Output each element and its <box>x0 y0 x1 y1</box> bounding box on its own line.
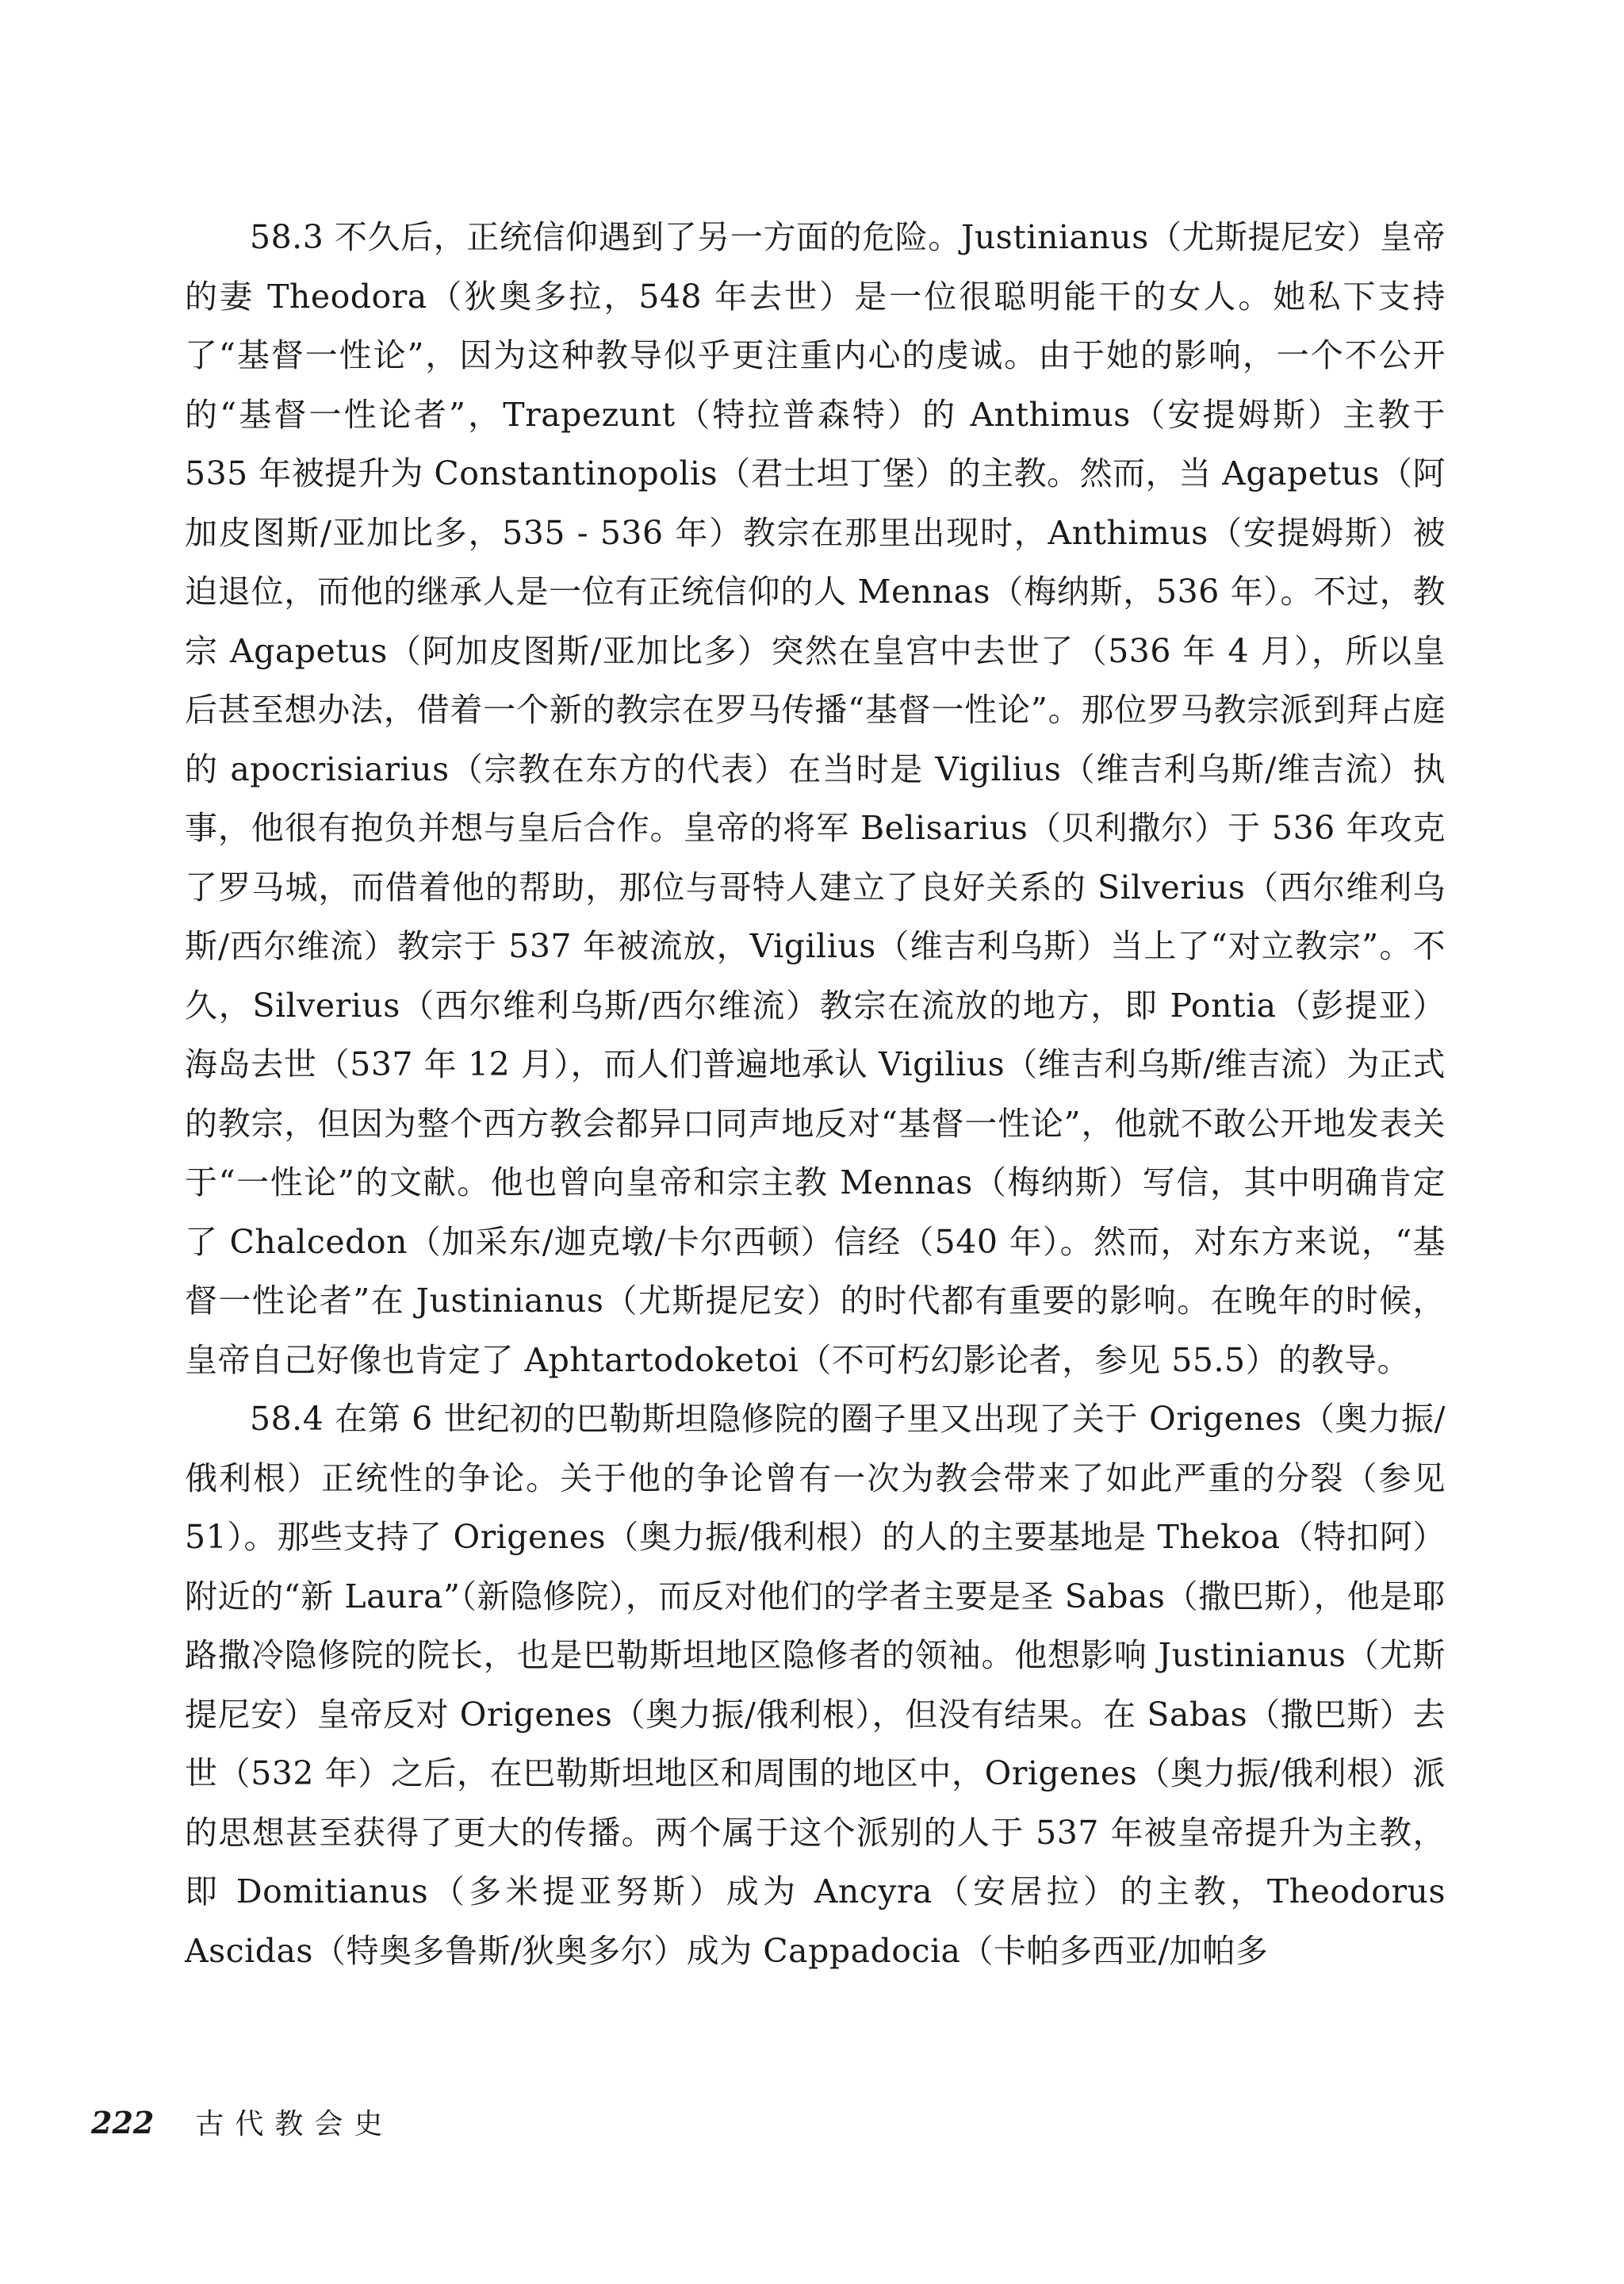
paragraph-58-3: 58.3 不久后，正统信仰遇到了另一方面的危险。Justinianus（尤斯提尼安）皇帝的妻 Theodora（狄奥多拉，548 年去世）是一位很聪明能干的女人。她私下支持了“基督一性论”，因为这种教导似乎更注重内心的虔诚。由于她的影响，一个不公开的“基督一性论者”，Trapezunt（特拉普森特）的 Anthimus（安提姆斯）主教于 535 年被提升为 Constantinopolis（君士坦丁堡）的主教。然而，当 Agapetus（阿加皮图斯/亚加比多，535 - 536 年）教宗在那里出现时，Anthimus（安提姆斯）被迫退位，而他的继承人是一位有正统信仰的人 Mennas（梅纳斯，536 年）。不过，教宗 Agapetus（阿加皮图斯/亚加比多）突然在皇宫中去世了（536 年 4 月），所以皇后甚至想办法，借着一个新的教宗在罗马传播“基督一性论”。那位罗马教宗派到拜占庭的 apocrisiarius（宗教在东方的代表）在当时是 Vigilius（维吉利乌斯/维吉流）执事，他很有抱负并想与皇后合作。皇帝的将军 Belisarius（贝利撒尔）于 536 年攻克了罗马城，而借着他的帮助，那位与哥特人建立了良好关系的 Silverius（西尔维利乌斯/西尔维流）教宗于 537 年被流放，Vigilius（维吉利乌斯）当上了“对立教宗”。不久，Silverius（西尔维利乌斯/西尔维流）教宗在流放的地方，即 Pontia（彭提亚）海岛去世（537 年 12 月），而人们普遍地承认 Vigilius（维吉利乌斯/维吉流）为正式的教宗，但因为整个西方教会都异口同声地反对“基督一性论”，他就不敢公开地发表关于“一性论”的文献。他也曾向皇帝和宗主教 Mennas（梅纳斯）写信，其中明确肯定了 Chalcedon（加采东/迦克墩/卡尔西顿）信经（540 年）。然而，对东方来说，“基督一性论者”在 Justinianus（尤斯提尼安）的时代都有重要的影响。在晚年的时候，皇帝自己好像也肯定了 Aphtartodoketoi（不可朽幻影论者，参见 55.5）的教导。 <box>185 218 1446 1379</box>
page-number: 222 <box>91 2105 155 2140</box>
page-footer <box>91 2102 393 2149</box>
running-title: 古代教会史 <box>195 2108 394 2140</box>
paragraph-58-4: 58.4 在第 6 世纪初的巴勒斯坦隐修院的圈子里又出现了关于 Origenes（奥力振/俄利根）正统性的争论。关于他的争论曾有一次为教会带来了如此严重的分裂（参见 51）。那些支持了 Origenes（奥力振/俄利根）的人的主要基地是 Thekoa（特扣阿）附近的“新 Laura”（新隐修院），而反对他们的学者主要是圣 Sabas（撒巴斯），他是耶路撒冷隐修院的院长，也是巴勒斯坦地区隐修者的领袖。他想影响 Justinianus（尤斯提尼安）皇帝反对 Origenes（奥力振/俄利根），但没有结果。在 Sabas（撒巴斯）去世（532 年）之后，在巴勒斯坦地区和周围的地区中，Origenes（奥力振/俄利根）派的思想甚至获得了更大的传播。两个属于这个派别的人于 537 年被皇帝提升为主教，即 Domitianus（多米提亚努斯）成为 Ancyra（安居拉）的主教，Theodorus Ascidas（特奥多鲁斯/狄奥多尔）成为 Cappadocia（卡帕多西亚/加帕多 <box>185 1400 1446 1970</box>
body-text <box>185 208 1446 1980</box>
